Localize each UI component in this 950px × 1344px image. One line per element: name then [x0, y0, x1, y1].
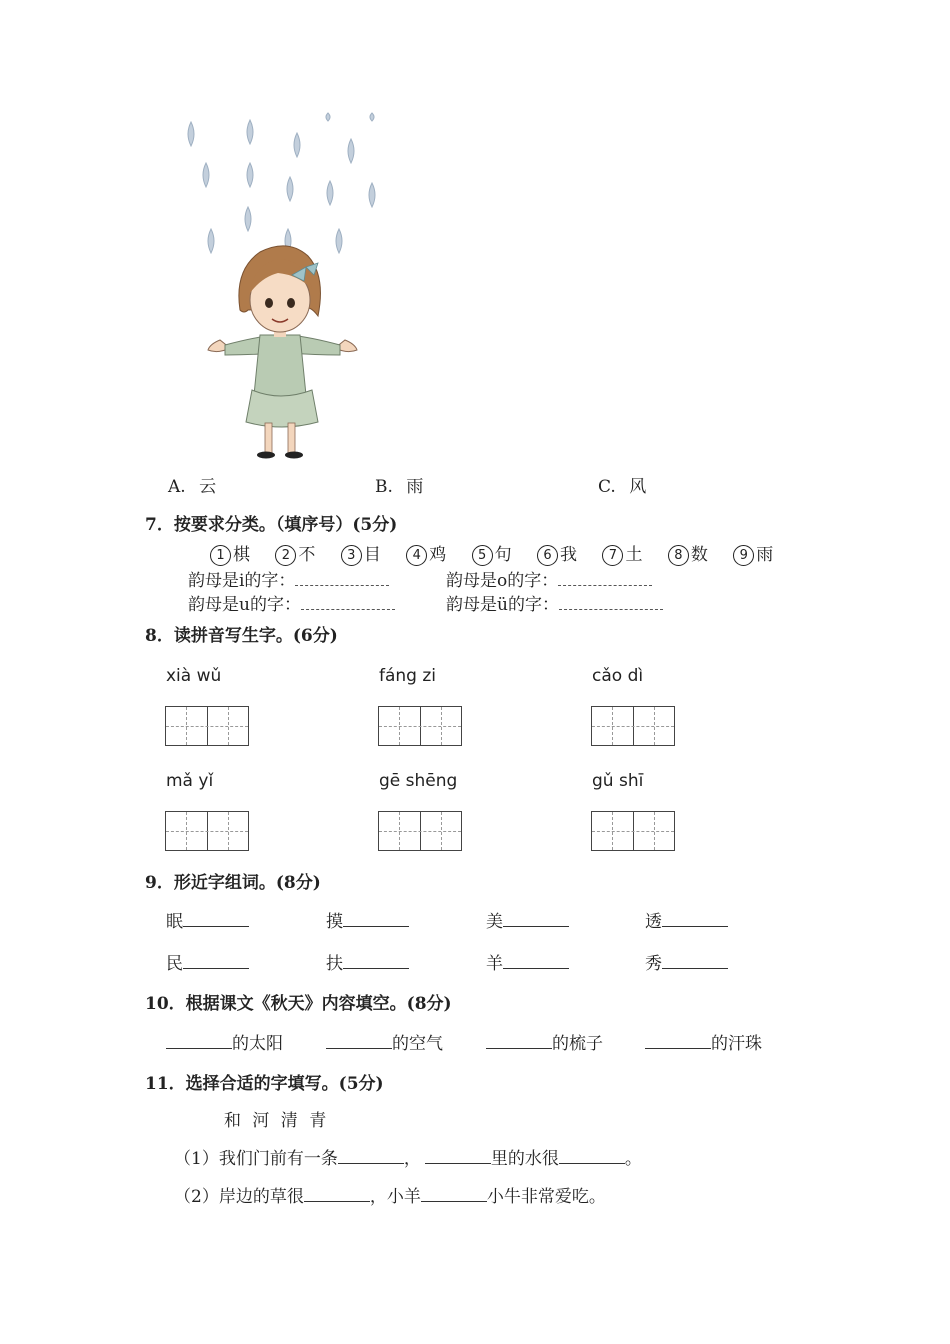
- q7-row-2-right: [446, 590, 663, 615]
- pinyin-label: mǎ yǐ: [166, 771, 214, 791]
- option-letter: A.: [168, 477, 186, 497]
- q7-label: 韵母是i的字：: [188, 571, 296, 591]
- q11-word-bank: 和 河 清 青: [224, 1111, 327, 1131]
- q7-row-2-left: [188, 590, 395, 615]
- q7-item: 1 棋: [210, 545, 250, 565]
- answer-blank[interactable]: [662, 912, 728, 927]
- q6-option-c[interactable]: [598, 472, 646, 497]
- q7-label: 韵母是ü的字：: [446, 595, 559, 615]
- pinyin-label: cǎo dì: [592, 666, 644, 686]
- q9-item: 美: [486, 907, 569, 932]
- q7-item: 7 土: [602, 545, 642, 565]
- writing-grid[interactable]: [165, 706, 249, 746]
- pinyin-label: gē shēng: [379, 771, 458, 791]
- answer-blank[interactable]: [425, 1149, 491, 1164]
- answer-blank[interactable]: [503, 912, 569, 927]
- q11-sentence-2: （2）岸边的草很 ，小羊 小牛非常爱吃。: [174, 1187, 606, 1207]
- answer-blank[interactable]: [645, 1034, 711, 1049]
- q9-item: 民: [166, 949, 249, 974]
- q9-title: 9．形近字组词。(8分): [145, 873, 321, 893]
- writing-grid[interactable]: [378, 706, 462, 746]
- q7-item: 9 雨: [733, 545, 773, 565]
- answer-blank[interactable]: [166, 1034, 232, 1049]
- q10-item: 的空气: [326, 1029, 443, 1054]
- q7-title: 7．按要求分类。（填序号）(5分): [145, 515, 398, 535]
- q7-label: 韵母是u的字：: [188, 595, 301, 615]
- answer-blank[interactable]: [558, 571, 652, 586]
- pinyin-label: fáng zi: [379, 666, 437, 686]
- q7-item: 3 目: [341, 545, 381, 565]
- answer-blank[interactable]: [503, 954, 569, 969]
- q7-item: 2 不: [275, 545, 315, 565]
- q7-items: [210, 540, 793, 566]
- q7-item: 8 数: [668, 545, 708, 565]
- q6-option-a[interactable]: [168, 472, 216, 497]
- pinyin-label: gǔ shī: [592, 771, 644, 791]
- writing-grid[interactable]: [165, 811, 249, 851]
- answer-blank[interactable]: [304, 1187, 370, 1202]
- q9-item: 羊: [486, 949, 569, 974]
- answer-blank[interactable]: [301, 595, 395, 610]
- answer-blank[interactable]: [559, 1149, 625, 1164]
- answer-blank[interactable]: [559, 595, 663, 610]
- q8-title: 8．读拼音写生字。(6分): [145, 626, 338, 646]
- q7-label: 韵母是o的字：: [446, 571, 559, 591]
- q9-item: 透: [645, 907, 728, 932]
- option-text: 雨: [406, 477, 424, 497]
- q11-title: 11．选择合适的字填写。(5分): [145, 1074, 384, 1094]
- option-text: 云: [199, 477, 217, 497]
- option-text: 风: [629, 477, 647, 497]
- q9-item: 眠: [166, 907, 249, 932]
- writing-grid[interactable]: [591, 706, 675, 746]
- answer-blank[interactable]: [343, 912, 409, 927]
- rain-girl-illustration: [160, 105, 400, 465]
- q9-item: 扶: [326, 949, 409, 974]
- option-letter: B.: [375, 477, 393, 497]
- q7-row-1-right: [446, 566, 652, 591]
- q7-item: 4 鸡: [406, 545, 446, 565]
- q10-item: 的太阳: [166, 1029, 283, 1054]
- q10-item: 的梳子: [486, 1029, 603, 1054]
- option-letter: C.: [598, 477, 616, 497]
- answer-blank[interactable]: [295, 571, 389, 586]
- q7-item: 6 我: [537, 545, 577, 565]
- answer-blank[interactable]: [662, 954, 728, 969]
- answer-blank[interactable]: [343, 954, 409, 969]
- q6-option-b[interactable]: [375, 472, 423, 497]
- q9-item: 秀: [645, 949, 728, 974]
- answer-blank[interactable]: [486, 1034, 552, 1049]
- answer-blank[interactable]: [183, 912, 249, 927]
- q10-title: 10．根据课文《秋天》内容填空。(8分): [145, 994, 452, 1014]
- raindrops: [188, 113, 375, 253]
- girl-figure: [208, 246, 357, 459]
- writing-grid[interactable]: [378, 811, 462, 851]
- pinyin-label: xià wǔ: [166, 666, 222, 686]
- writing-grid[interactable]: [591, 811, 675, 851]
- q9-item: 摸: [326, 907, 409, 932]
- answer-blank[interactable]: [338, 1149, 404, 1164]
- q7-row-1-left: [188, 566, 389, 591]
- answer-blank[interactable]: [421, 1187, 487, 1202]
- q10-item: 的汗珠: [645, 1029, 762, 1054]
- q11-sentence-1: （1）我们门前有一条 ， 里的水很 。: [174, 1149, 642, 1169]
- answer-blank[interactable]: [183, 954, 249, 969]
- answer-blank[interactable]: [326, 1034, 392, 1049]
- q7-item: 5 句: [472, 545, 512, 565]
